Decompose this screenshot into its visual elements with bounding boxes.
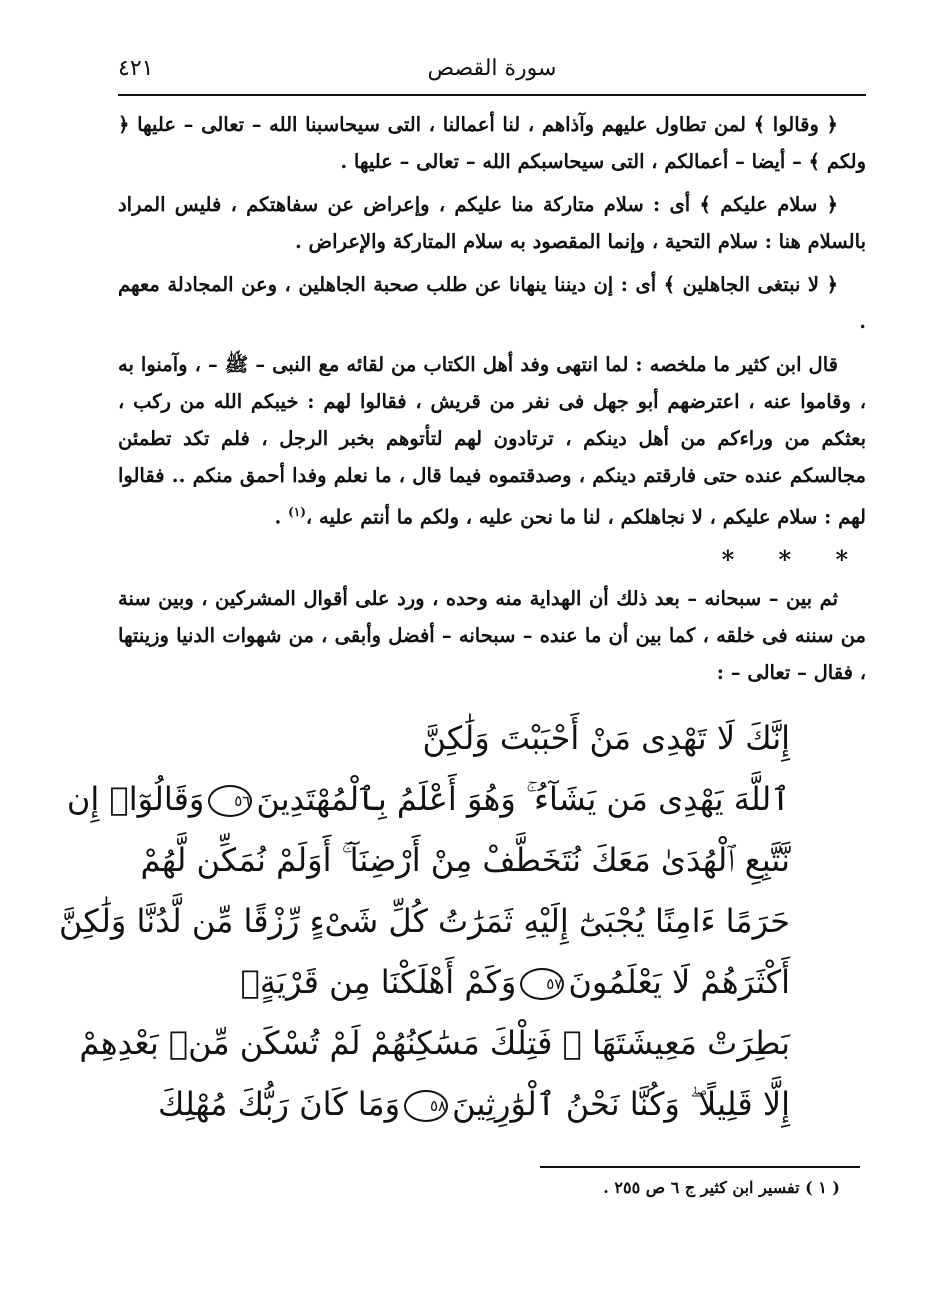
verse-text: أَكْثَرَهُمْ لَا يَعْلَمُونَ [568,963,790,1001]
page-number: ٤٢١ [118,56,154,81]
introduction-paragraph: ثم بين – سبحانه – بعد ذلك أن الهداية منه وحده ، ورد على أقوال المشركين ، وبين سنة من سننه فى خلقه ، كما بين أن ما عنده – سبحانه – أفضل وأبقى ، من شهوات الدنيا وزينتها ، فقال – تعالى – : [118,586,866,684]
verse-text-continuation: وَكَمْ أَهْلَكْنَا مِن قَرْيَةٍۭ [240,963,517,1001]
commentary-paragraph-1: ﴿ وقالوا ﴾ لمن تطاول عليهم وآذاهم ، لنا أعمالنا ، التى سيحاسبنا الله – تعالى – عليها ﴿ ولكم ﴾ – أيضا – أعمالكم ، التى سيحاسبكم الله – تعالى – عليها . [118,113,866,173]
verse-text: ٱللَّهَ يَهْدِى مَن يَشَآءُ ۚ وَهُوَ أَعْلَمُ بِٱلْمُهْتَدِينَ [256,780,790,818]
surah-title: سورة القصص [427,56,557,81]
footnote: ( ١ ) تفسير ابن كثير ج ٦ ص ٢٥٥ . [603,1178,840,1197]
footnote-rule [540,1166,860,1168]
quran-line [66,769,790,830]
verse-text-continuation: وَمَا كَانَ رَبُّكَ مُهْلِكَ [157,1085,401,1123]
quran-line [140,830,790,891]
header-rule [118,94,866,96]
ibn-kathir-quote: قال ابن كثير ما ملخصه : لما انتهى وفد أهل الكتاب من لقائه مع النبى – ﷺ – ، وآمنوا به ، وقاموا عنه ، اعترضهم أبو جهل فى نفر من قريش ، فقالوا لهم : خيبكم الله من ركب ، بعثكم من وراءكم من أهل دينكم ، ترتادون لهم لتأتوهم بخبر الرجل ، فلم تكد تطمئن مجالسكم عنده حتى فارقتم دينكم ، وصدقتموه فيما قال ، ما نعلم وفدا أحمق منكم .. فقالوا لهم : سلام عليكم ، لا نجاهلكم ، لنا ما نحن عليه ، ولكم ما أنتم عليه ، [118,353,866,529]
commentary-text [118,106,866,697]
verse-text: بَطِرَتْ مَعِيشَتَهَا ۖ فَتِلْكَ مَسَٰكِنُهُمْ لَمْ تُسْكَن مِّنۢ بَعْدِهِمْ [79,1024,790,1062]
section-separator: * * * [721,544,866,574]
ayah-number-marker: ٥٧ [520,968,564,1000]
verse-text: إِلَّا قَلِيلًا ۖ وَكُنَّا نَحْنُ ٱلْوَٰرِثِينَ [452,1085,790,1123]
commentary-paragraph-4 [118,346,866,536]
quote-closing: . [274,505,289,529]
quran-line [157,1074,790,1135]
footnote-reference: (١) [288,505,306,519]
commentary-paragraph-3: ﴿ لا نبتغى الجاهلين ﴾ أى : إن ديننا ينهانا عن طلب صحبة الجاهلين ، وعن المجادلة معهم . [118,273,866,333]
commentary-paragraph-2: ﴿ سلام عليكم ﴾ أى : سلام متاركة منا عليكم ، وإعراض عن سفاهتكم ، فليس المراد بالسلام هنا : سلام التحية ، وإنما المقصود به سلام المتاركة والإعراض . [118,193,866,253]
quran-line [180,952,790,1013]
page-header [118,52,866,92]
quran-line [180,708,790,769]
verse-text-continuation: وَقَالُوٓا۟ إِن [66,780,205,818]
quran-line [79,1013,790,1074]
ayah-number-marker: ٥٨ [404,1090,448,1122]
verse-text: نَّتَّبِعِ ٱلْهُدَىٰ مَعَكَ نُتَخَطَّفْ مِنْ أَرْضِنَآ ۚ أَوَلَمْ نُمَكِّن لَّهُمْ [140,841,790,879]
quran-verses [59,708,790,1135]
quran-line [59,891,790,952]
ayah-number-marker: ٥٦ [208,785,252,817]
verse-text: إِنَّكَ لَا تَهْدِى مَنْ أَحْبَبْتَ وَلَٰكِنَّ [422,719,790,757]
verse-text: حَرَمًا ءَامِنًا يُجْبَىٰٓ إِلَيْهِ ثَمَرَٰتُ كُلِّ شَىْءٍ رِّزْقًا مِّن لَّدُنَّا وَلَٰكِنَّ [59,902,790,940]
